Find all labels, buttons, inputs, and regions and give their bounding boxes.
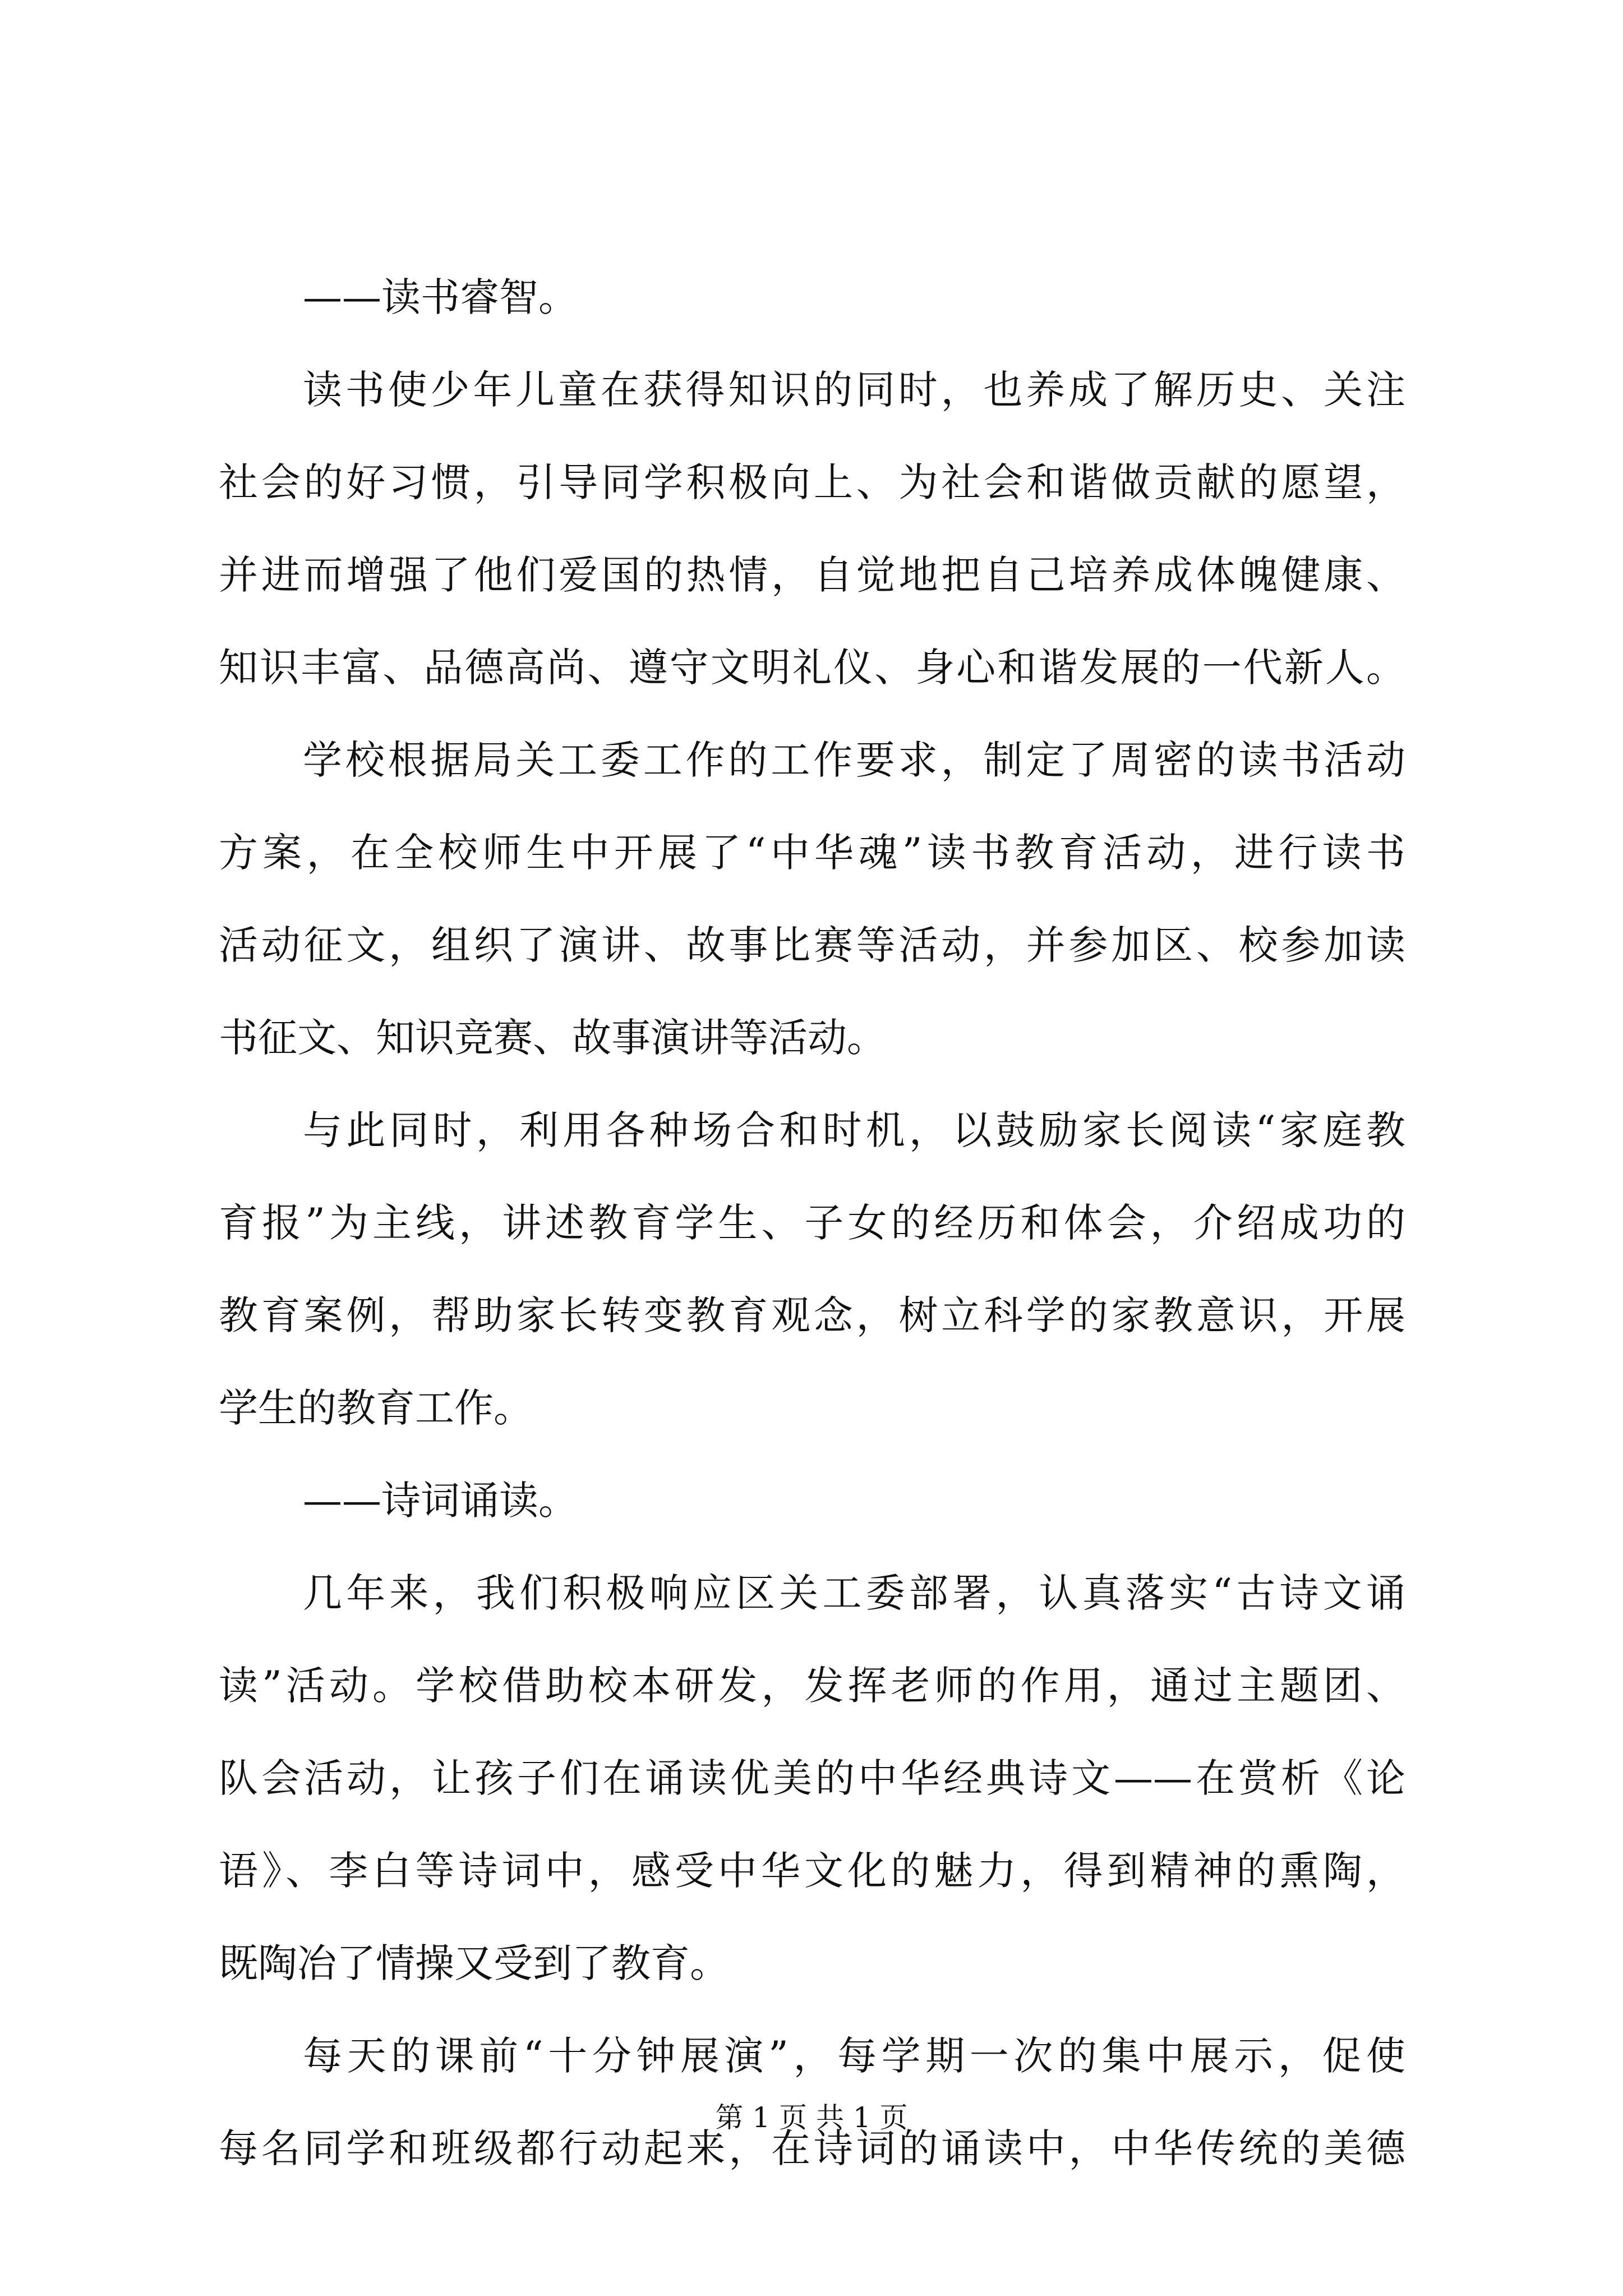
- text-line: 社会的好习惯，引导同学积极向上、为社会和谐做贡献的愿望，: [219, 459, 1405, 505]
- text-line: 书征文、知识竞赛、故事演讲等活动。: [219, 1015, 886, 1061]
- text-line: 几年来，我们积极响应区关工委部署，认真落实“古诗文诵: [303, 1570, 1405, 1616]
- text-line: 知识丰富、品德高尚、遵守文明礼仪、身心和谐发展的一代新人。: [219, 645, 1405, 691]
- text-line: ——读书睿智。: [303, 274, 578, 320]
- text-line: 学校根据局关工委工作的工作要求，制定了周密的读书活动: [303, 737, 1405, 783]
- text-line: 读”活动。学校借助校本研发，发挥老师的作用，通过主题团、: [219, 1663, 1405, 1709]
- text-line: 并进而增强了他们爱国的热情，自觉地把自己培养成体魄健康、: [219, 552, 1405, 598]
- text-line: 每名同学和班级都行动起来，在诗词的诵读中，中华传统的美德: [219, 2125, 1405, 2171]
- text-line: 与此同时，利用各种场合和时机，以鼓励家长阅读“家庭教: [303, 1107, 1405, 1153]
- text-line: 语》、李白等诗词中，感受中华文化的魅力，得到精神的熏陶，: [219, 1848, 1405, 1894]
- document-body: [219, 251, 1405, 2195]
- text-line: 教育案例，帮助家长转变教育观念，树立科学的家教意识，开展: [219, 1292, 1405, 1338]
- text-line: 学生的教育工作。: [219, 1385, 533, 1431]
- text-line: 活动征文，组织了演讲、故事比赛等活动，并参加区、校参加读: [219, 922, 1405, 968]
- text-line: 每天的课前“十分钟展演”，每学期一次的集中展示，促使: [303, 2033, 1405, 2079]
- text-line: 方案，在全校师生中开展了“中华魂”读书教育活动，进行读书: [219, 830, 1405, 876]
- text-line: 队会活动，让孩子们在诵读优美的中华经典诗文——在赏析《论: [219, 1755, 1405, 1801]
- text-line: 育报”为主线，讲述教育学生、子女的经历和体会，介绍成功的: [219, 1200, 1405, 1246]
- text-line: 既陶冶了情操又受到了教育。: [219, 1940, 729, 1986]
- text-line: ——诗词诵读。: [303, 1478, 578, 1524]
- text-line: 读书使少年儿童在获得知识的同时，也养成了解历史、关注: [303, 367, 1405, 413]
- page-footer: 第 1 页 共 1 页: [715, 2101, 908, 2134]
